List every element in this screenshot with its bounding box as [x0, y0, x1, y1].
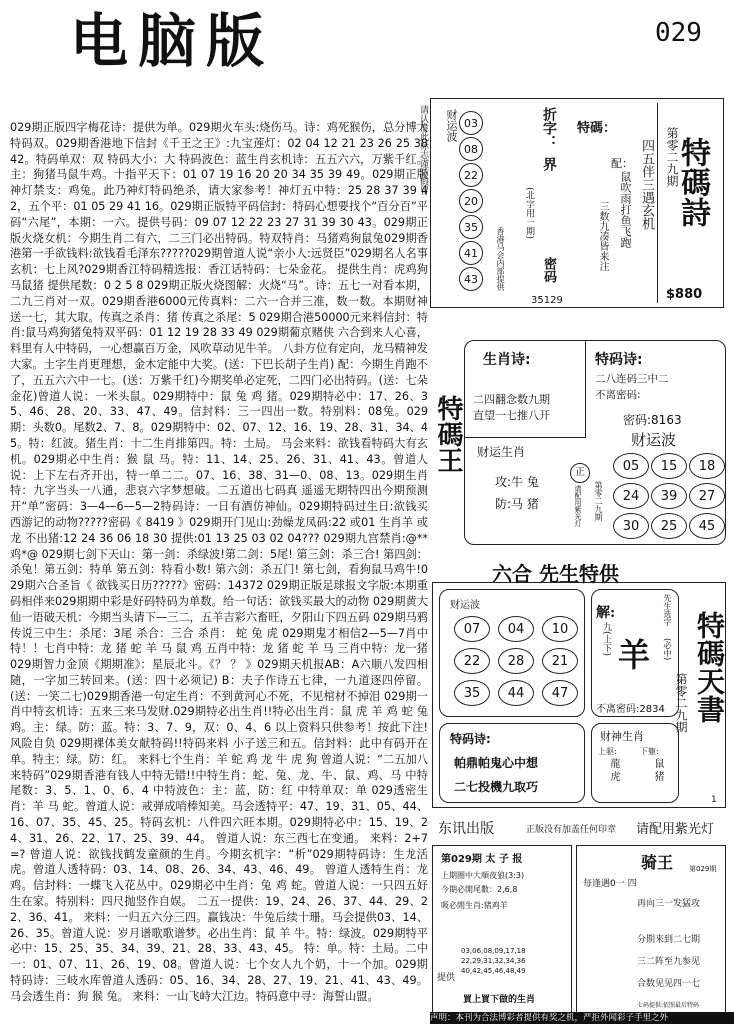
box2-issue: 第零二九期 — [594, 481, 603, 521]
caiyunbo3-number: 07 — [454, 616, 490, 642]
vertical-note: 请认准此标志谨防假冒 — [418, 105, 428, 195]
caiyunbo-number: 41 — [459, 241, 483, 265]
caiyunbo2-number: 05 — [613, 453, 649, 479]
jie-char: 羊 — [618, 636, 651, 674]
caiyun-fang: 防:马 猪 — [495, 497, 539, 511]
caiyunbo3-panel — [439, 589, 585, 717]
caiyunbo3-number: 04 — [498, 616, 534, 642]
mima-label: 密码 — [541, 257, 556, 283]
temi3-label: 特码诗: — [450, 732, 491, 746]
ad2-line3: 分期来到二七期 — [637, 935, 701, 945]
jie-code — [596, 700, 665, 715]
mima-code: 8163 — [651, 413, 682, 427]
stamp — [567, 441, 591, 531]
ad2-brand: 骑王 — [641, 853, 674, 872]
caiyunbo3-number: 35 — [454, 680, 490, 706]
caiyunbo-number: 22 — [459, 163, 483, 187]
shengxiao-title: 生肖诗: — [483, 352, 531, 368]
caiyunbo-number: 03 — [459, 111, 483, 135]
caiyunbo2-number: 15 — [651, 453, 687, 479]
caiyunbo2-number: 25 — [651, 513, 687, 539]
caiyun-panel — [465, 437, 565, 537]
ad2-footer: 七码提供:依照最后特码 — [637, 1002, 700, 1009]
temi-line-1: 四五伴三遇玄机 — [639, 139, 654, 230]
ad2-line5: 合数见见四一七 — [637, 979, 701, 989]
page-number: 1 — [711, 795, 717, 805]
caiyunbo-column — [443, 107, 513, 297]
caiyunbo-number: 35 — [459, 215, 483, 239]
ad-taizi — [432, 845, 572, 1013]
caishen-down: 鼠 猪 — [652, 758, 663, 782]
ad1-bottom: 買上買下做的生肖 — [463, 995, 536, 1005]
mima-value — [623, 411, 682, 428]
ad1-l1: 上期圈中大順夜狼(3:3) — [441, 871, 525, 880]
mima-label2: 密码: — [623, 413, 652, 427]
publisher: 东讯出版 — [438, 821, 494, 837]
shengxiao-box — [464, 340, 726, 545]
ad2-line4: 三二阵至九参见 — [637, 957, 701, 967]
main-text-column: 029期正版四字梅花诗：提供为单。029期火车头:烧伤马。诗：鸡死猴伤，总分博大特码双。029期香港地下信封《千王之王》:九宝莲灯：02 04 12 21 23 26 25 38 42。特码单双：双 特码大小：大 特码波色：蓝生肖玄机诗：五五六六，万紫千红。主：狗猪马鼠牛鸡。十指平天下：01 07 19 16 20 20 34 35 39 49。029期正版神灯禁支：鸡兔。此乃神灯特码绝杀，请大家参考！神灯五中特：25 28 37 39 42，五个平：01 05 29 41 16。029期正版特平码信封：特码心想要找个“百分百”平码“六尾”，本期：一六。提供号码：09 07 12 22 23 27 31 39 30 43。029期正版火烧女机：今期生肖二有六，二三门必出特码。特双特肖：马猪鸡狗鼠兔029期香港第一手欲钱料:欲钱看毛泽东?????029期曾道人说“亲小人:远贤臣”029期名人名事玄机：七上风?029期香江特码精选报：香江话特码：七朵金花。 提供生肖：虎鸡狗马鼠猪 提供尾数：0 2 5 8 029期正版火烧图解：火烧“马”。诗：五七一对看本期，二九三肖对一双。029期香港6000元传真料：二六一合并三准，数一数。本期财神送一七，其大取。传真之杀肖：猪 传真之杀尾：5 029期合港50000元来料信封：特肖:鼠马鸡狗猪兔特双平码：01 12 19 28 33 49 029期葡京赌侠 六合到来人心喜，料里有人中特码，一心想赢百万金，风吹草动见牛羊。 八卦方位有定向，龙马精神发大家。土字生肖更理想，金木定能中大奖。(送：下巴长胡子生肖) 配：今期生肖跑不了，五五六六中一七。(送：万紫千红)今期奖单必定死，二四门必出特码。(送：七朵金花)曾道人说：一米头鼠。029期特中：鼠 兔 鸡 猪。029期特必中：17、26、35、46、28、20、33、47、49。信封料：三一四出一数。特别料：08兔。029期：头数0。尾数2、7、8。029期特中：02、07、12、16、19、28、31、34、45。特：红波。猪生肖：十二生肖排第四。特：土局。 马会来料：欲钱看特码大有玄机。029期必中生肖：猴 鼠 马。特：11、14、25、26、31、41、43。曾道人说：上下左右齐开出，特一单二二。07、16、38、31—0、08、13。029期生肖特：九字当头一八通，悲哀六字梦想破。二五道出七码真 遥遥无期特四出今期预测开“单”密码：3—4—6—5—2特码诗：一日有酒仿神仙。029期特码过生日:欲钱买西游记的动物?????密码《 8419 》029期开门见山:劲燥龙凤码:22 或01 生肖羊 或龙 不出猪:12 24 36 06 18 30 提供:01 13 25 03 02 04??? 029期九宫禁肖:@**鸡*@ 029期七剑下天山：第一剑：杀绿波!第二剑：5尾! 第三剑：杀三合! 第四剑：杀兔！第五剑：特单 第五剑：特看小数! 第六剑：杀五门! 第七剑，看狗鼠马鸡牛!029期六合圣旨《 欲钱买日历?????》密码：14372 029期正版足球报文字版:本期重码相伴来029期期中彩是好码特码为单数。给一句话：欲钱买最大的动物 029期黄大仙一语破天机：今期当头请下—三二，五羊吉彩六畜旺，夕阳山下四五码 029期马鸦传说三中生：杀尾：3尾 杀合：三合 杀肖： 蛇 兔 虎 029期鬼才相信2—5—7肖中特！！七肖中特：龙 猪 蛇 羊 马 鼠 鸡 五肖中特：龙 猪 蛇 羊 马 三肖中特：龙一猪 029期智力金顶《期期准》：星辰北斗。《？ ？ 》029期天机报AB：A六顺八发四相随，一字加三转回来。(送：四十必须记) B：夫子作诗五七律，一九道逐四停留。(送：一笑二七)029期香港一句定生肖：不到黄河心不死，不见棺材不掉泪 029期一肖中特玄机诗：五来三来马发财.029期特必出生肖!!特必出生肖：鼠 虎 羊 鸡 蛇 兔 鸡。主：绿。防：蓝。特：3、7、9，双：0、4、6 以上资料只供参考！按此下注! 风险自负 029期裸体美女献特码!!特码来料 小子送三和五。信封料：此中有码开在单。特主：绿。防：红。 来料七个生肖：羊 蛇 鸡 龙 牛 虎 狗 曾道人说：“二五加八来特码”029期香港有钱人中特无错!!中特生肖：蛇、兔、龙、牛、鼠、鸡、马 中特尾数：3、5、1、0、6、4 中特波色：主：蓝，防：红 中特单双：单 029透密生肖：羊 马 蛇。曾道人说：戒弹成哨棒知美。马会透特平：47、19、31、05、44、16、07、35、45、25。特码玄机：八件四六旺本期。029期特必中：15、19、24、31、26、22、17、25、39、44。 曾道人说：东三西七在变通。 来料：2+7=? 曾道人说：欲钱找鹤发童颜的生肖。今期玄机字：“析”029期特码诗：生龙活虎。曾道人透特码：03、14、08、26、34、43、46、49。 曾道人透特生肖：龙 鸡。信封料：一蝶飞入花丛中。029期必中生肖：兔 鸡 蛇。曾道人说：一只四五好生在家。特别料：四尺抛竖作自娱。 二五一提供：19、24、26、37、44、29、22、36、41。 来料：一归五六分三四。赢钱决：牛兔后续十珊。马会提供03、14、26、35。曾道人说：岁月谱歌歌谱梦。必出生肖：鼠 羊 牛。特：绿波。029期特平必中：15、25、35、34、39、21、28、33、43、45。 特：单。特：土局。二中一：01、07、11、26、19、08。曾道人说：七个女人九个奶，十一个加。029期特码诗：三岐水库曾道人透码：05、16、34、28、27、19、21、41、43、49。马会透生肖：狗 猴 兔。 来料：一山飞峙大江边。特码意中寻：海誓山盟。 — [10, 121, 428, 1003]
jie-note: 九(上下) — [601, 622, 611, 657]
caiyunbo-number: 08 — [459, 137, 483, 161]
shengxiao-panel — [465, 341, 586, 438]
banner-title: 六合 先生特供 — [492, 562, 619, 586]
caishen-title: 财神生肖 — [600, 730, 644, 743]
caiyunbo3-number: 47 — [542, 680, 578, 706]
ad2-issue: 第029期 — [689, 865, 717, 873]
jie-host: 先生选字 — [663, 594, 672, 626]
footer-number: 35129 — [531, 295, 563, 306]
caiyunbo3-number: 10 — [542, 616, 578, 642]
ad1-title: 第029期 太 子 报 — [441, 854, 523, 865]
caiyunbo2-title: 财运波 — [631, 431, 677, 449]
ad1-nums: 03,06,08,09,17,18 22,29,31,32,34,36 40,42,45,46,48,49 — [461, 947, 526, 975]
temi3-line-2: 二七投機九取巧 — [454, 780, 539, 794]
caiyunbo-number: 20 — [459, 189, 483, 213]
ad1-tihou: 提供 — [437, 973, 456, 983]
tianshu-issue: 第零二九期 — [674, 673, 688, 733]
jie-label: 解: — [596, 605, 616, 621]
caiyunbo-number: 43 — [459, 267, 483, 291]
caishen-up: 龍 虎 — [608, 758, 619, 782]
ad-qiwang — [576, 845, 726, 1013]
caiyunbo3-number: 22 — [454, 648, 490, 674]
temi-verse — [577, 111, 657, 291]
caiyunbo2-number: 27 — [689, 483, 725, 509]
caiyunbo3-number: 44 — [498, 680, 534, 706]
caiyunbo3-number: 28 — [498, 648, 534, 674]
caiyunbo2-number: 30 — [613, 513, 649, 539]
temi2-line-1: 二八连码三中二 — [595, 373, 669, 385]
caiyunbo2-number: 39 — [651, 483, 687, 509]
temi-title: 特碼： — [577, 121, 617, 136]
temi-panel — [587, 341, 725, 427]
caiyun-title: 财运生肖 — [477, 445, 526, 459]
caiyunbo-label: 财运波 — [445, 109, 458, 142]
shengxiao-line-1: 二四翻念数九期 — [473, 393, 550, 406]
caiyun-gong: 攻:牛 兔 — [495, 475, 539, 489]
caishen-up-label: 上驱: — [598, 747, 617, 756]
jie-must: (必中) — [663, 638, 672, 661]
temi3-panel — [439, 723, 585, 803]
temi2-line-2: 不离密码: — [595, 389, 641, 401]
caiyunbo3-label: 财运波 — [450, 600, 480, 611]
caiyunbo2-number: 18 — [689, 453, 725, 479]
stamp-text: 请配用紫光灯 — [574, 485, 582, 527]
hk-note: 香港马会内部提供 — [496, 227, 505, 291]
temi-title2: 特码诗: — [595, 352, 643, 368]
jie-code-label: 不离密码: — [596, 704, 640, 715]
zhezi-note: (北字用一期) — [524, 187, 534, 240]
temi-line-2: 鼠吹雨打鱼飞跑 — [619, 171, 632, 248]
caiyunbo3-number: 21 — [542, 648, 578, 674]
zhezi-label: 折字： — [541, 107, 557, 149]
temi-shi-title-panel — [657, 103, 722, 303]
side-label: 特碼王 — [433, 395, 463, 473]
temi-line-3: 三数九凑皆来注 — [597, 201, 608, 271]
price: $880 — [666, 287, 703, 302]
caiyunbo-panel — [605, 429, 725, 541]
temi-shi-box — [418, 98, 724, 308]
caishen-panel — [591, 723, 679, 803]
zhezi-char: 界 — [541, 157, 557, 171]
issue-number: 029 — [655, 18, 702, 48]
temi3-line-1: 帕鼎帕鬼心中想 — [454, 756, 539, 770]
shengxiao-line-2: 直望一七推八开 — [473, 409, 550, 422]
tianshu-title: 特碼天書 — [693, 611, 726, 723]
ad2-line2: 再向三一发猛攻 — [637, 899, 701, 909]
temi-shi-title: 特碼詩 — [675, 137, 710, 227]
caiyunbo2-number: 45 — [689, 513, 725, 539]
tianshu-box — [432, 582, 726, 808]
stamp-zheng: 正 — [570, 463, 590, 483]
uv-note: 请配用紫光灯 — [636, 822, 715, 837]
page-title: 电脑版 — [70, 7, 275, 75]
jie-code-value: 2834 — [639, 704, 665, 715]
ad1-l3: 吸必閒生肖:猪鸡羊 — [441, 901, 508, 910]
zhezi-column — [519, 107, 569, 297]
ad2-line1: 每逢遇0一 四 — [583, 879, 637, 889]
temi-shi-issue: 第零二九期 — [665, 127, 679, 187]
stamp-note: 正版没有加盖任何印章 — [526, 825, 617, 835]
disclaimer: 声明：本刊为合法博彩者提供有奖之机，严拒外闻彩子手里之外 — [430, 1012, 734, 1024]
ad1-l2: 今期必開尾數：2,6,8 — [441, 885, 518, 894]
jie-panel — [591, 589, 679, 717]
pei-label: 配： — [611, 157, 633, 170]
caiyunbo2-number: 24 — [613, 483, 649, 509]
caishen-down-label: 下躯: — [640, 747, 659, 756]
